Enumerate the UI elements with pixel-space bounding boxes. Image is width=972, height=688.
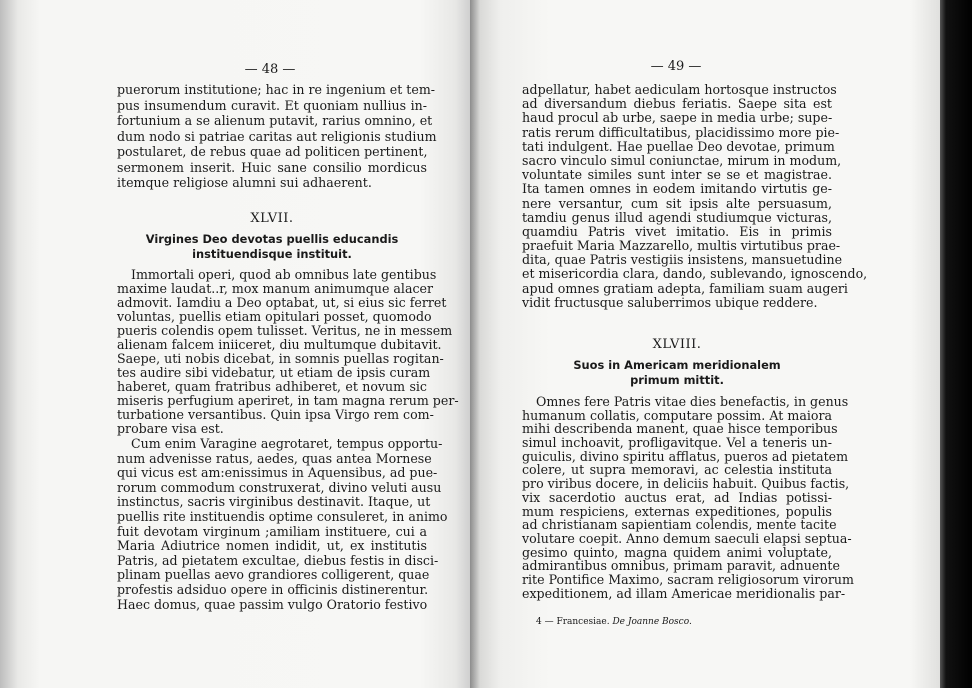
text-line: Ita tamen omnes in eodem imitando virtutis ge- (522, 181, 832, 197)
text-line: Maria Adiutrice nomen indidit, ut, ex institutis (117, 538, 427, 554)
text-line: ratis rerum difficultatibus, placidissimo more pie- (522, 124, 840, 140)
text-line: tes audire sibi videbatur, ut etiam de ipsis curam (117, 365, 431, 380)
paragraph (117, 82, 437, 191)
text-line: voluntate similes sunt inter se se et magistrae. (522, 167, 832, 183)
text-line: expeditionem, ad illam Americae meridionalis par- (522, 585, 846, 601)
text-line: haberet, quam fratribus adhiberet, et novum sic (117, 379, 427, 394)
footer-signature (536, 617, 692, 627)
text-line: probare visa est. (117, 421, 224, 436)
chapter-title-line: Suos in Americam meridionalem (573, 358, 781, 372)
text-line: admirantibus omnibus, primam paravit, adnuente (522, 558, 840, 574)
text-line: pus insumendum curavit. Et quoniam nullius in- (117, 97, 427, 113)
text-line: puellis rite instituendis optime consuleret, in animo (117, 508, 448, 524)
page-number: — 49 — (650, 59, 702, 74)
paragraph (117, 267, 459, 436)
text-line: turbatione versantibus. Quin ipsa Virgo rem com- (117, 407, 434, 422)
text-line: voluntas, puellis etiam opitulari posset, quomodo (117, 309, 432, 324)
chapter-number: XLVIII. (652, 337, 702, 352)
footer-title: De Joanne Bosco. (612, 617, 692, 627)
text-line: alienam falcem iniiceret, diu multumque dubitavit. (117, 337, 442, 352)
text-line: num advenisse ratus, aedes, quas antea Mornese (117, 450, 432, 466)
page-number: — 48 — (244, 62, 296, 77)
text-line: profestis adsiduo opere in officinis distinerentur. (117, 581, 429, 597)
text-line: praefuit Maria Mazzarello, multis virtutibus prae- (522, 238, 841, 254)
text-line: vidit fructusque saluberrimos ubique reddere. (522, 294, 818, 310)
chapter-title-line: Virgines Deo devotas puellis educandis (145, 232, 399, 246)
chapter-title (117, 232, 427, 262)
text-line: Immortali operi, quod ab omnibus late gentibus (131, 267, 437, 282)
text-line: humanum collatis, computare possim. At maiora (522, 407, 832, 423)
paragraph (117, 436, 448, 612)
text-line: et misericordia clara, dando, sublevando, ignoscendo, (522, 266, 868, 282)
text-line: quamdiu Patris vivet imitatio. Eis in primis (522, 223, 832, 239)
text-line: instinctus, sacris virginibus destinavit. Itaque, ut (117, 494, 431, 510)
chapter-number: XLVII. (250, 211, 294, 226)
text-line: plinam puellas aevo grandiores colligerent, quae (117, 567, 430, 583)
text-line: volutare coepit. Anno demum saeculi elapsi septua- (522, 530, 852, 546)
text-line: nere versantur, cum sit ipsis alte persuasum, (522, 195, 832, 211)
text-line: apud omnes gratiam adepta, familiam suam augeri (522, 280, 848, 296)
left-page (0, 0, 470, 688)
footer-signature-text: 4 — Francesiae. (536, 617, 610, 627)
chapter-title-line: instituendisque instituit. (192, 247, 352, 261)
text-line: admovit. Iamdiu a Deo optabat, ut, si eius sic ferret (117, 295, 447, 310)
text-line: qui vicus est am:enissimus in Aquensibus, ad pue- (117, 465, 438, 481)
text-line: miseris perfugium aperiret, in tam magna rerum per- (117, 393, 459, 408)
text-line: Haec domus, quae passim vulgo Oratorio festivo (117, 596, 428, 612)
text-line: puerorum institutione; hac in re ingenium et tem- (117, 82, 436, 97)
text-line: mihi describenda manent, quae hisce temporibus (522, 421, 838, 437)
paragraph (522, 394, 854, 601)
right-page (470, 0, 940, 688)
chapter-title (522, 358, 832, 388)
text-line: gesimo quinto, magna quidem animi voluptate, (522, 544, 832, 560)
text-line: postularet, de rebus quae ad politicen pertinent, (117, 144, 428, 159)
text-line: rorum commodum construxerat, divino veluti ausu (117, 479, 442, 495)
text-line: ad diversandum diebus feriatis. Saepe sita est (522, 96, 832, 112)
text-line: colere, ut supra memoravi, ac celestia instituta (522, 462, 832, 478)
text-line: mum respiciens, externas expeditiones, populis (522, 503, 832, 519)
text-line: fortunium a se alienum putavit, rarius omnino, et (117, 113, 433, 128)
text-line: haud procul ab urbe, saepe in media urbe; supe- (522, 110, 833, 126)
text-line: tamdiu genus illud agendi studiumque victuras, (522, 209, 832, 225)
text-line: pro viribus docere, in deliciis habuit. Quibus factis, (522, 476, 850, 492)
text-line: guiculis, divino spiritu afflatus, pueros ad pietatem (522, 448, 849, 464)
text-line: tati indulgent. Hae puellae Deo devotae, primum (522, 138, 835, 154)
text-line: dum nodo si patriae caritas aut religionis studium (117, 128, 437, 144)
chapter-title-line: primum mittit. (630, 373, 724, 387)
text-line: fuit devotam virginum ;amiliam instituere, cui a (117, 523, 427, 539)
text-line: sacro vinculo simul coniunctae, mirum in modum, (522, 152, 842, 168)
text-line: dita, quae Patris vestigiis insistens, mansuetudine (522, 252, 843, 268)
text-line: Omnes fere Patris vitae dies benefactis, in genus (536, 394, 849, 409)
text-line: adpellatur, habet aediculam hortosque instructos (522, 82, 837, 97)
text-line: pueris colendis opem tulisset. Veritus, ne in messem (117, 323, 453, 338)
text-line: Cum enim Varagine aegrotaret, tempus opportu- (131, 436, 443, 451)
text-line: rite Pontifice Maximo, sacram religiosorum virorum (522, 571, 854, 587)
text-line: simul inchoavit, profligavitque. Vel a teneris un- (522, 435, 832, 451)
text-line: itemque religiose alumni sui adhaerent. (117, 175, 372, 190)
text-line: maxime laudat..r, mox manum animumque alacer (117, 281, 433, 296)
text-line: sermonem inserit. Huic sane consilio mordicus (117, 159, 427, 175)
text-line: Saepe, uti nobis dicebat, in somnis puellas rogitan- (117, 351, 444, 366)
scan-edge (940, 0, 972, 688)
text-line: ad christianam sapientiam colendis, mente tacite (522, 517, 837, 533)
text-line: Patris, ad pietatem excultae, diebus festis in disci- (117, 552, 439, 568)
text-line: vix sacerdotio auctus erat, ad Indias potissi- (522, 489, 832, 505)
paragraph (522, 82, 868, 310)
